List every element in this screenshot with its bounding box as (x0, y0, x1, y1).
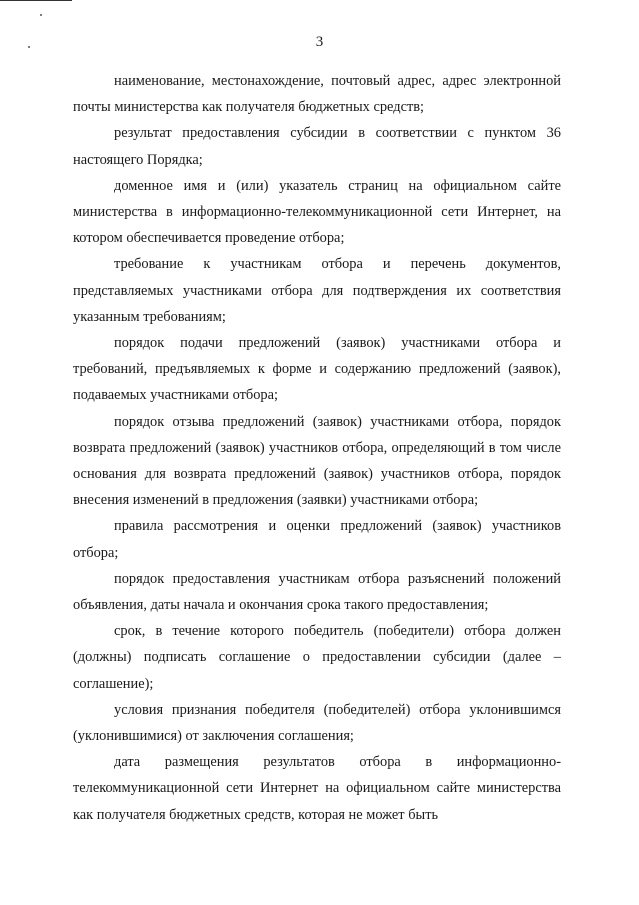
paragraph: доменное имя и (или) указатель страниц на официальном сайте министерства в информационно-телекоммуникационной сети Интернет, на котором обеспечивается проведение отбора; (73, 177, 561, 247)
paragraph: наименование, местонахождение, почтовый адрес, адрес электронной почты министерства как получателя бюджетных средств; (73, 73, 561, 116)
scan-dot (40, 14, 42, 16)
paragraph: порядок подачи предложений (заявок) участниками отбора и требований, предъявляемых к форме и содержанию предложений (заявок), подаваемых участниками отбора; (73, 335, 561, 404)
paragraph: условия признания победителя (победителей) отбора уклонившимся (уклонившимися) от заключения соглашения; (73, 701, 561, 745)
scan-corner-mark (0, 0, 72, 1)
paragraph: порядок предоставления участникам отбора разъяснений положений объявления, даты начала и окончания срока такого предоставления; (73, 570, 561, 614)
paragraph: порядок отзыва предложений (заявок) участниками отбора, порядок возврата предложений (заявок) участников отбора, определяющий в том числе основания для возврата предложений (заявок) участников отбора, порядок внесения изменений в предложения (заявки) участниками отбора; (73, 413, 561, 509)
document-body (73, 68, 561, 828)
paragraph: правила рассмотрения и оценки предложений (заявок) участников отбора; (73, 518, 561, 561)
paragraph: дата размещения результатов отбора в информационно-телекоммуникационной сети Интернет на официальном сайте министерства как получателя бюджетных средств, которая не может быть (73, 754, 561, 823)
paragraph: результат предоставления субсидии в соответствии с пунктом 36 настоящего Порядка; (73, 125, 561, 168)
page-number: 3 (315, 34, 324, 50)
paragraph: срок, в течение которого победитель (победители) отбора должен (должны) подписать соглашение о предоставлении субсидии (далее – соглашение); (73, 623, 561, 692)
paragraph: требование к участникам отбора и перечень документов, представляемых участниками отбора для подтверждения их соответствия указанным требованиям; (73, 256, 561, 325)
